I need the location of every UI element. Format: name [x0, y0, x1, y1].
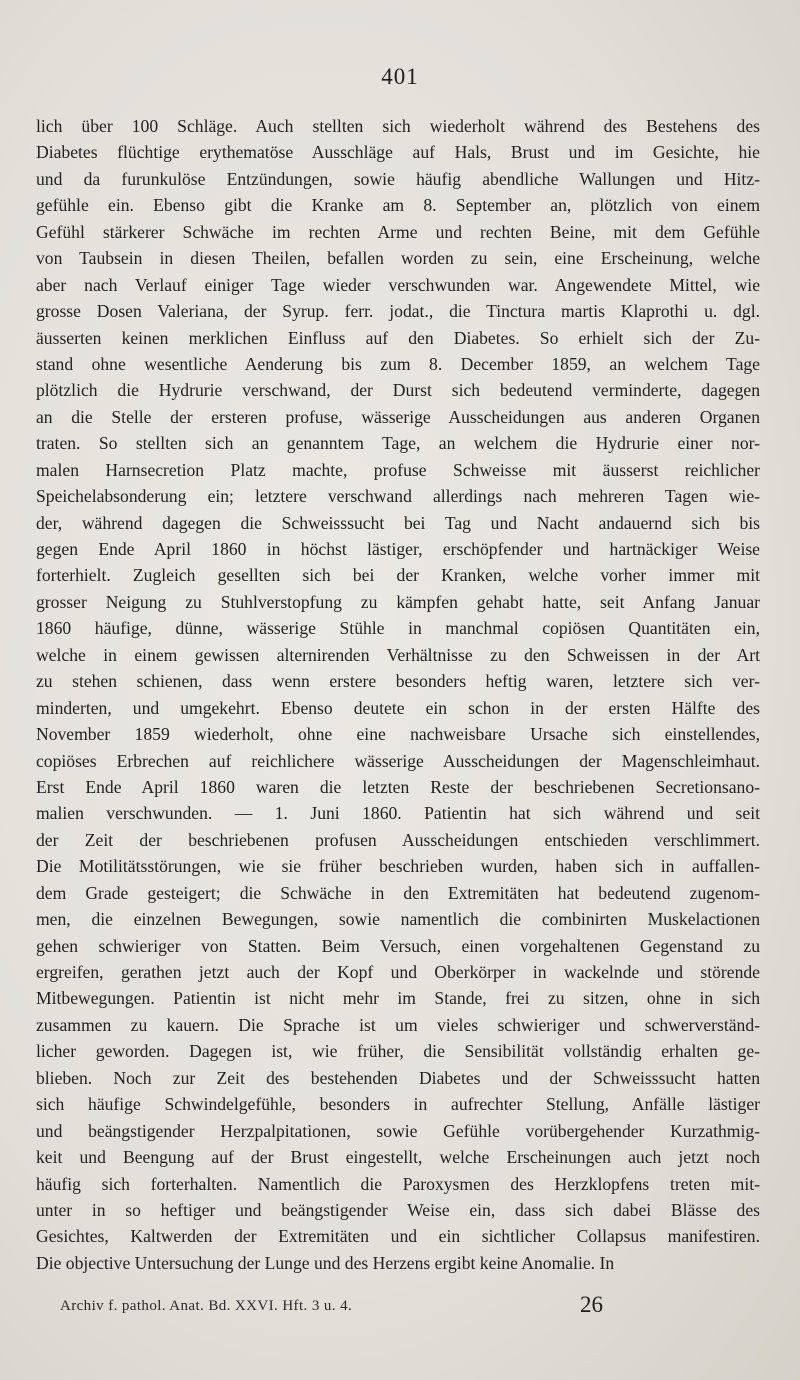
text-line: stand ohne wesentliche Aenderung bis zum 8. December 1859, an welchem Tage [36, 353, 760, 374]
text-line: gefühle ein. Ebenso gibt die Kranke am 8. September an, plötzlich von einem [36, 195, 760, 216]
text-line: der, während dagegen die Schweisssucht bei Tag und Nacht andauernd sich bis [36, 512, 760, 533]
text-line: äusserten keinen merklichen Einfluss auf den Diabetes. So erhielt sich der Zu- [36, 327, 760, 348]
text-line: Speichelabsonderung ein; letztere verschwand allerdings nach mehreren Tagen wie- [36, 486, 760, 507]
text-line: malen Harnsecretion Platz machte, profuse Schweisse mit äusserst reichlicher [36, 459, 760, 480]
text-line: dem Grade gesteigert; die Schwäche in den Extremitäten hat bedeutend zugenom- [36, 882, 760, 903]
text-line: licher geworden. Dagegen ist, wie früher, die Sensibilität vollständig erhalten ge- [36, 1041, 760, 1062]
footer-signature-mark: 26 [580, 1292, 603, 1317]
text-line: November 1859 wiederholt, ohne eine nachweisbare Ursache sich einstellendes, [36, 724, 760, 745]
text-line: zu stehen schienen, dass wenn erstere besonders heftig waren, letztere sich ver- [36, 671, 760, 692]
text-line: Gefühl stärkerer Schwäche im rechten Arme und rechten Beine, mit dem Gefühle [36, 221, 760, 242]
text-line: Mitbewegungen. Patientin ist nicht mehr im Stande, frei zu sitzen, ohne in sich [36, 988, 760, 1009]
body-text [36, 113, 760, 1276]
page-footer [60, 1294, 760, 1324]
text-line: ergreifen, gerathen jetzt auch der Kopf und Oberkörper in wackelnde und störende [36, 962, 760, 982]
text-line: forterhielt. Zugleich gesellten sich bei der Kranken, welche vorher immer mit [36, 565, 760, 586]
text-line: grosser Neigung zu Stuhlverstopfung zu kämpfen gehabt hatte, seit Anfang Januar [36, 591, 760, 612]
text-line: 1860 häufige, dünne, wässerige Stühle in manchmal copiösen Quantitäten ein, [36, 618, 760, 639]
text-line: keit und Beengung auf der Brust eingestellt, welche Erscheinungen auch jetzt noch [36, 1147, 760, 1168]
text-line: unter in so heftiger und beängstigender Weise ein, dass sich dabei Blässe des [36, 1199, 760, 1220]
text-line: gehen schwieriger von Statten. Beim Versuch, einen vorgehaltenen Gegenstand zu [36, 935, 760, 956]
text-line: malien verschwunden. — 1. Juni 1860. Patientin hat sich während und seit [36, 803, 760, 824]
text-line: plötzlich die Hydrurie verschwand, der Durst sich bedeutend verminderte, dagegen [36, 380, 760, 401]
footer-journal-reference: Archiv f. pathol. Anat. Bd. XXVI. Hft. 3 u. 4. [60, 1298, 353, 1314]
text-line: Diabetes flüchtige erythematöse Ausschläge auf Hals, Brust und im Gesichte, hie [36, 142, 760, 163]
text-line: Erst Ende April 1860 waren die letzten Reste der beschriebenen Secretionsano- [36, 776, 760, 797]
text-line: Gesichtes, Kaltwerden der Extremitäten und ein sichtlicher Collapsus manifestiren. [36, 1226, 760, 1247]
text-line: von Taubsein in diesen Theilen, befallen worden zu sein, eine Erscheinung, welche [36, 248, 760, 269]
text-line: sich häufige Schwindelgefühle, besonders in aufrechter Stellung, Anfälle lästiger [36, 1094, 760, 1115]
text-line: traten. So stellten sich an genanntem Tage, an welchem die Hydrurie einer nor- [36, 433, 760, 454]
text-line: copiöses Erbrechen auf reichlichere wässerige Ausscheidungen der Magenschleimhaut. [36, 750, 760, 771]
page-number: 401 [381, 64, 419, 89]
text-line: gegen Ende April 1860 in höchst lästiger, erschöpfender und hartnäckiger Weise [36, 539, 760, 559]
text-line: häufig sich forterhalten. Namentlich die Paroxysmen des Herzklopfens treten mit- [36, 1173, 760, 1194]
text-line: an die Stelle der ersteren profuse, wässerige Ausscheidungen aus anderen Organen [36, 406, 760, 427]
text-line: welche in einem gewissen alternirenden Verhältnisse zu den Schweissen in der Art [36, 644, 760, 665]
text-line: lich über 100 Schläge. Auch stellten sich wiederholt während des Bestehens des [36, 116, 760, 136]
text-line: men, die einzelnen Bewegungen, sowie namentlich die combinirten Muskelactionen [36, 909, 760, 930]
text-line: und da furunkulöse Entzündungen, sowie häufig abendliche Wallungen und Hitz- [36, 168, 760, 189]
text-line: Die objective Untersuchung der Lunge und des Herzens ergibt keine Anomalie. In [36, 1252, 615, 1273]
text-line: blieben. Noch zur Zeit des bestehenden Diabetes und der Schweisssucht hatten [36, 1067, 760, 1088]
text-line: grosse Dosen Valeriana, der Syrup. ferr. jodat., die Tinctura martis Klaprothi u. dgl. [36, 301, 760, 322]
text-line: und beängstigender Herzpalpitationen, sowie Gefühle vorübergehender Kurzathmig- [36, 1120, 760, 1141]
text-line: aber nach Verlauf einiger Tage wieder verschwunden war. Angewendete Mittel, wie [36, 274, 760, 295]
text-line: minderten, und umgekehrt. Ebenso deutete ein schon in der ersten Hälfte des [36, 697, 760, 718]
text-line: Die Motilitätsstörungen, wie sie früher beschrieben wurden, haben sich in auffallen- [36, 856, 760, 877]
text-line: der Zeit der beschriebenen profusen Ausscheidungen entschieden verschlimmert. [36, 829, 760, 850]
text-line: zusammen zu kauern. Die Sprache ist um vieles schwieriger und schwerverständ- [36, 1014, 760, 1035]
